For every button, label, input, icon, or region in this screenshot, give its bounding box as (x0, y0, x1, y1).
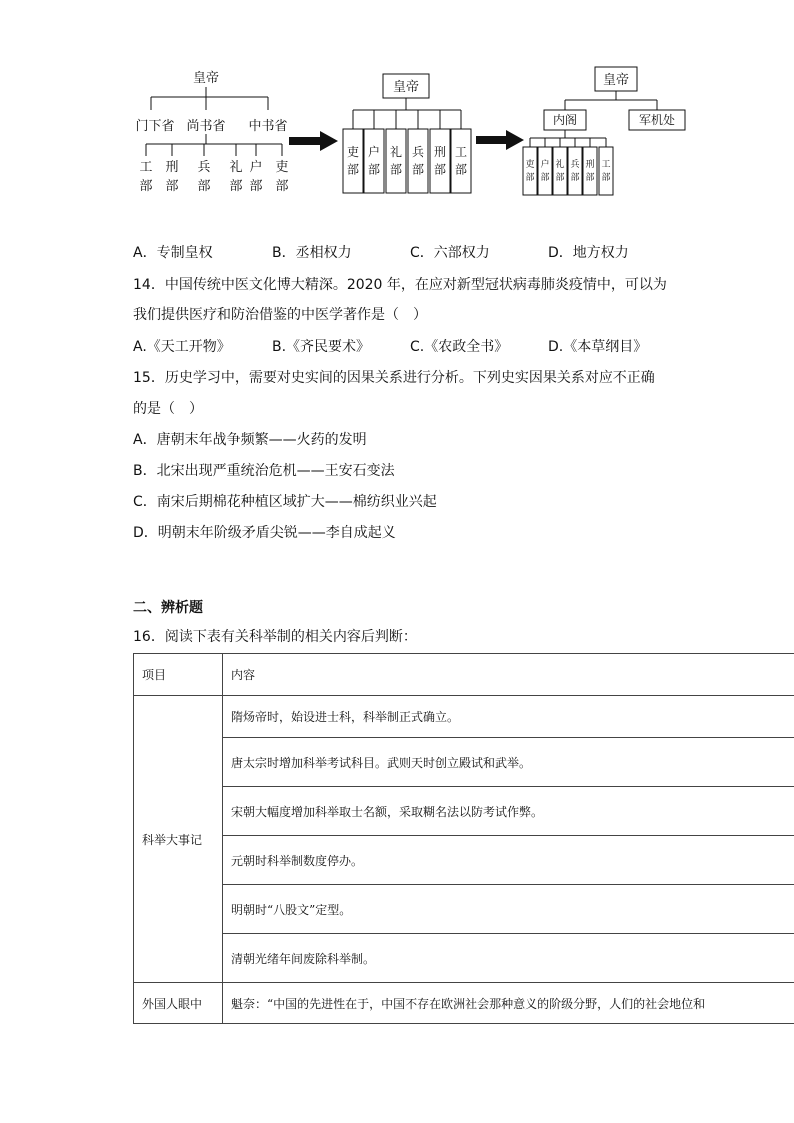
table-header-row (134, 654, 794, 696)
table-cell: 隋炀帝时，始设进士科，科举制正式确立。 (223, 696, 794, 738)
d3-ministry: 户部 (540, 160, 550, 183)
d3-ministry: 刑部 (585, 160, 595, 183)
d1-ministries (139, 159, 288, 194)
q14-option-c[interactable]: C.《农政全书》 (410, 339, 509, 355)
d2-emperor: 皇帝 (392, 80, 420, 95)
q15-option-c[interactable]: C．南宋后期棉花种植区域扩大——棉纺织业兴起 (133, 494, 437, 510)
d2-ministry: 礼部 (389, 145, 403, 177)
table-row (134, 787, 794, 836)
table-row (134, 934, 794, 983)
d1-province-zhongshu: 中书省 (248, 119, 288, 134)
d1-ministry: 户部 (249, 160, 263, 194)
q15-stem-line2: 的是（ ） (133, 401, 203, 417)
header-content: 内容 (223, 654, 794, 696)
d2-ministry: 吏部 (346, 145, 360, 177)
q13-option-a[interactable]: A．专制皇权 (133, 245, 213, 261)
table-cell: 唐太宗时增加科举考试科目。武则天时创立殿试和武举。 (223, 738, 794, 787)
d3-ministry: 吏部 (525, 160, 535, 183)
table-row (134, 836, 794, 885)
table-cell: 魁奈：“中国的先进性在于，中国不存在欧洲社会那种意义的阶级分野，人们的社会地位和 (223, 983, 794, 1024)
d2-ministry: 户部 (367, 145, 381, 177)
q14-stem-line1: 14．中国传统中医文化博大精深。2020 年，在应对新型冠状病毒肺炎疫情中，可以为 (133, 277, 667, 293)
group-label-foreign: 外国人眼中 (134, 983, 223, 1024)
q16-intro: 16．阅读下表有关科举制的相关内容后判断： (133, 629, 417, 645)
d3-ministry: 兵部 (570, 160, 580, 183)
d1-province-shangshu: 尚书省 (186, 119, 226, 134)
q13-option-c[interactable]: C．六部权力 (410, 245, 490, 261)
group-label-events: 科举大事记 (134, 696, 223, 983)
d1-emperor: 皇帝 (192, 71, 220, 86)
government-structure-diagrams (0, 0, 794, 215)
table-cell: 明朝时“八股文”定型。 (223, 885, 794, 934)
q15-option-b[interactable]: B．北宋出现严重统治危机——王安石变法 (133, 463, 395, 479)
q13-option-b[interactable]: B．丞相权力 (272, 245, 352, 261)
q15-option-a[interactable]: A．唐朝末年战争频繁——火药的发明 (133, 432, 367, 448)
q14-stem-line2: 我们提供医疗和防治借鉴的中医学著作是（ ） (133, 307, 427, 323)
section-title: 二、辨析题 (133, 600, 203, 616)
q14-option-a[interactable]: A.《天工开物》 (133, 339, 231, 355)
table-row (134, 696, 794, 738)
d2-ministries (347, 144, 467, 176)
d1-ministry: 兵部 (197, 160, 211, 194)
q13-option-d[interactable]: D．地方权力 (548, 245, 629, 261)
d1-ministry: 吏部 (275, 160, 289, 194)
d1-ministry: 工部 (139, 160, 153, 194)
d1-ministry: 刑部 (165, 160, 179, 194)
q15-stem-line1: 15．历史学习中，需要对史实间的因果关系进行分析。下列史实因果关系对应不正确 (133, 370, 655, 386)
q14-option-d[interactable]: D.《本草纲目》 (548, 339, 648, 355)
d3-ministry: 工部 (601, 160, 611, 183)
d3-cabinet: 内阁 (552, 113, 578, 127)
arrow-right-icon (476, 130, 524, 150)
q14-option-b[interactable]: B.《齐民要术》 (272, 339, 371, 355)
table-cell: 宋朝大幅度增加科举取士名额，采取糊名法以防考试作弊。 (223, 787, 794, 836)
table-cell: 清朝光绪年间废除科举制。 (223, 934, 794, 983)
imperial-exam-table (133, 653, 794, 1024)
d1-ministry: 礼部 (229, 160, 243, 194)
d3-ministry: 礼部 (555, 160, 565, 183)
d2-ministry: 刑部 (433, 145, 447, 177)
d2-ministry: 工部 (454, 145, 468, 177)
table-row (134, 983, 794, 1024)
d1-province-menxia: 门下省 (135, 119, 175, 134)
header-item: 项目 (134, 654, 223, 696)
d2-ministry: 兵部 (411, 145, 425, 177)
d3-emperor: 皇帝 (602, 73, 630, 88)
table-cell: 元朝时科举制数度停办。 (223, 836, 794, 885)
table-row (134, 885, 794, 934)
d3-grand-council: 军机处 (638, 113, 676, 127)
q15-option-d[interactable]: D．明朝末年阶级矛盾尖锐——李自成起义 (133, 525, 396, 541)
table-row (134, 738, 794, 787)
arrow-right-icon (289, 131, 338, 151)
